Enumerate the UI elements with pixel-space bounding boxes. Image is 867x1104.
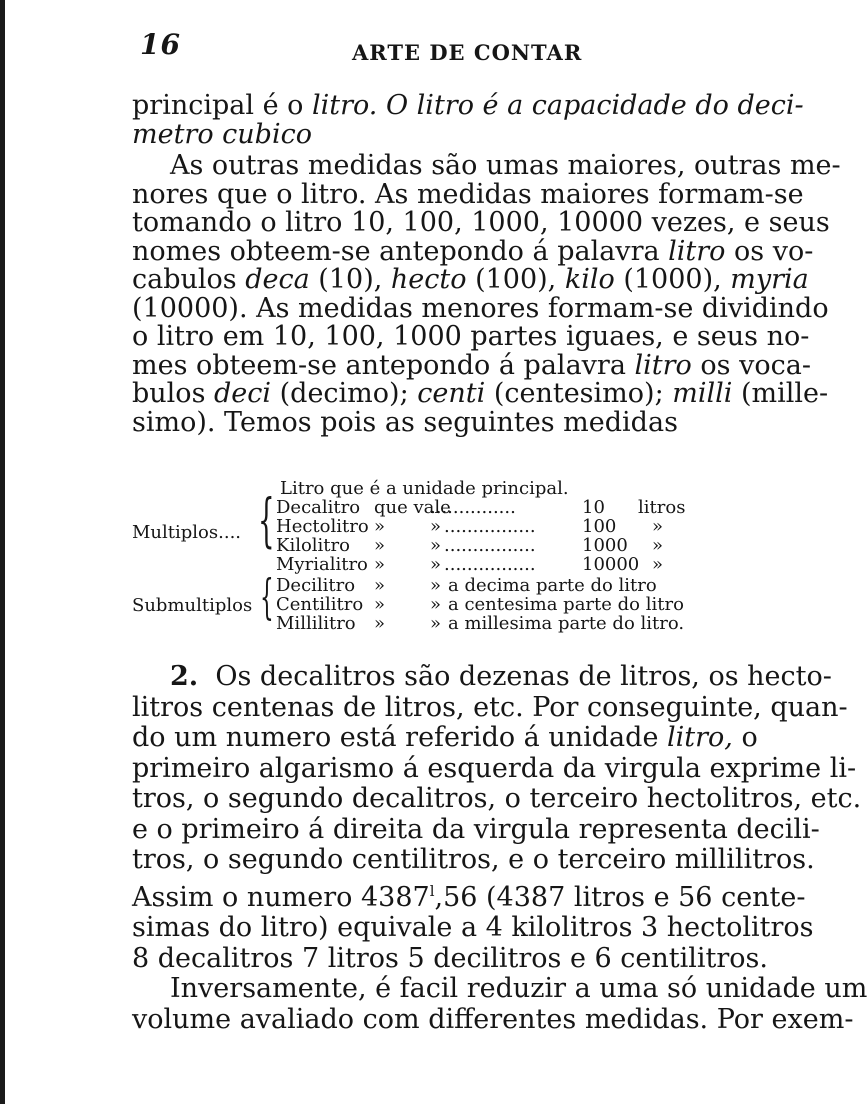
table-row: Hectolitro » » ................ 100 » — [276, 516, 664, 537]
text-line: mes obteem-se antepondo á palavra litro os voca- — [132, 349, 811, 381]
paragraph-2 — [132, 150, 841, 438]
text-line: primeiro algarismo á esquerda da virgula exprime li- — [132, 752, 857, 784]
table-row: Centilitro » » a centesima parte do litro — [276, 594, 684, 615]
text-line: tros, o segundo centilitros, e o terceiro millilitros. — [132, 844, 815, 875]
text-line: nomes obteem-se antepondo á palavra litro os vo- — [132, 235, 814, 267]
text-line: volume avaliado com differentes medidas. Por exem- — [132, 1003, 854, 1035]
brace-submultiples: { — [260, 569, 274, 625]
text-line: cabulos deca (10), hecto (100), kilo (1000), myria — [132, 264, 809, 295]
text-line: e o primeiro á direita da virgula representa decili- — [132, 813, 820, 845]
text-line: Inversamente, é facil reduzir a uma só unidade um — [170, 973, 867, 1004]
page-edge — [0, 0, 5, 1104]
table-row: Decilitro » » a decima parte do litro — [276, 575, 657, 596]
text-line: metro cubico — [132, 118, 312, 150]
text-line: (10000). As medidas menores formam-se dividindo — [132, 292, 829, 324]
text-line: litros centenas de litros, etc. Por conseguinte, quan- — [132, 691, 848, 723]
table-row: Decalitro que vale............... 10 litros — [276, 497, 686, 518]
text-line: tomando o litro 10, 100, 1000, 10000 vezes, e seus — [132, 207, 830, 238]
paragraph-3 — [132, 661, 867, 1035]
text-line: simas do litro) equivale a 4 kilolitros 3 hectolitros — [132, 912, 814, 943]
text-line: nores que o litro. As medidas maiores formam-se — [132, 178, 804, 210]
text-line: As outras medidas são umas maiores, outras me- — [170, 150, 841, 181]
text-line: tros, o segundo decalitros, o terceiro hectolitros, etc. — [132, 783, 862, 814]
submultiples-label: Submultiplos — [132, 595, 253, 616]
measures-table — [132, 475, 752, 645]
section-number: 2. — [170, 661, 199, 692]
paragraph-1 — [132, 90, 804, 150]
unit-row: Litro que é a unidade principal. — [280, 478, 569, 499]
text-line: do um numero está referido á unidade litro, o — [132, 722, 758, 753]
brace-multiples: { — [258, 486, 275, 554]
table-row: Kilolitro » » ................ 1000 » — [276, 535, 664, 556]
multiples-label: Multiplos.... — [132, 522, 242, 543]
page-number: 16 — [140, 28, 181, 61]
running-title: ARTE DE CONTAR — [352, 40, 583, 65]
text-line: 2. Os decalitros são dezenas de litros, os hecto- — [170, 661, 832, 692]
text-line: Assim o numero 4387$^l$,56 (4387 litros e 56 cente- — [132, 881, 806, 913]
text-line: bulos deci (decimo); centi (centesimo); milli (mille- — [132, 378, 829, 409]
text-line: principal é o litro. O litro é a capacidade do deci- — [132, 90, 804, 121]
text-line: o litro em 10, 100, 1000 partes iguaes, e seus no- — [132, 321, 810, 352]
table-row: Myrialitro » » ................ 10000 » — [276, 554, 664, 575]
page-header — [132, 28, 732, 68]
text-line: simo). Temos pois as seguintes medidas — [132, 406, 678, 438]
table-row: Millilitro » » a millesima parte do litro. — [276, 613, 685, 634]
text-line: 8 decalitros 7 litros 5 decilitros e 6 centilitros. — [132, 942, 768, 974]
